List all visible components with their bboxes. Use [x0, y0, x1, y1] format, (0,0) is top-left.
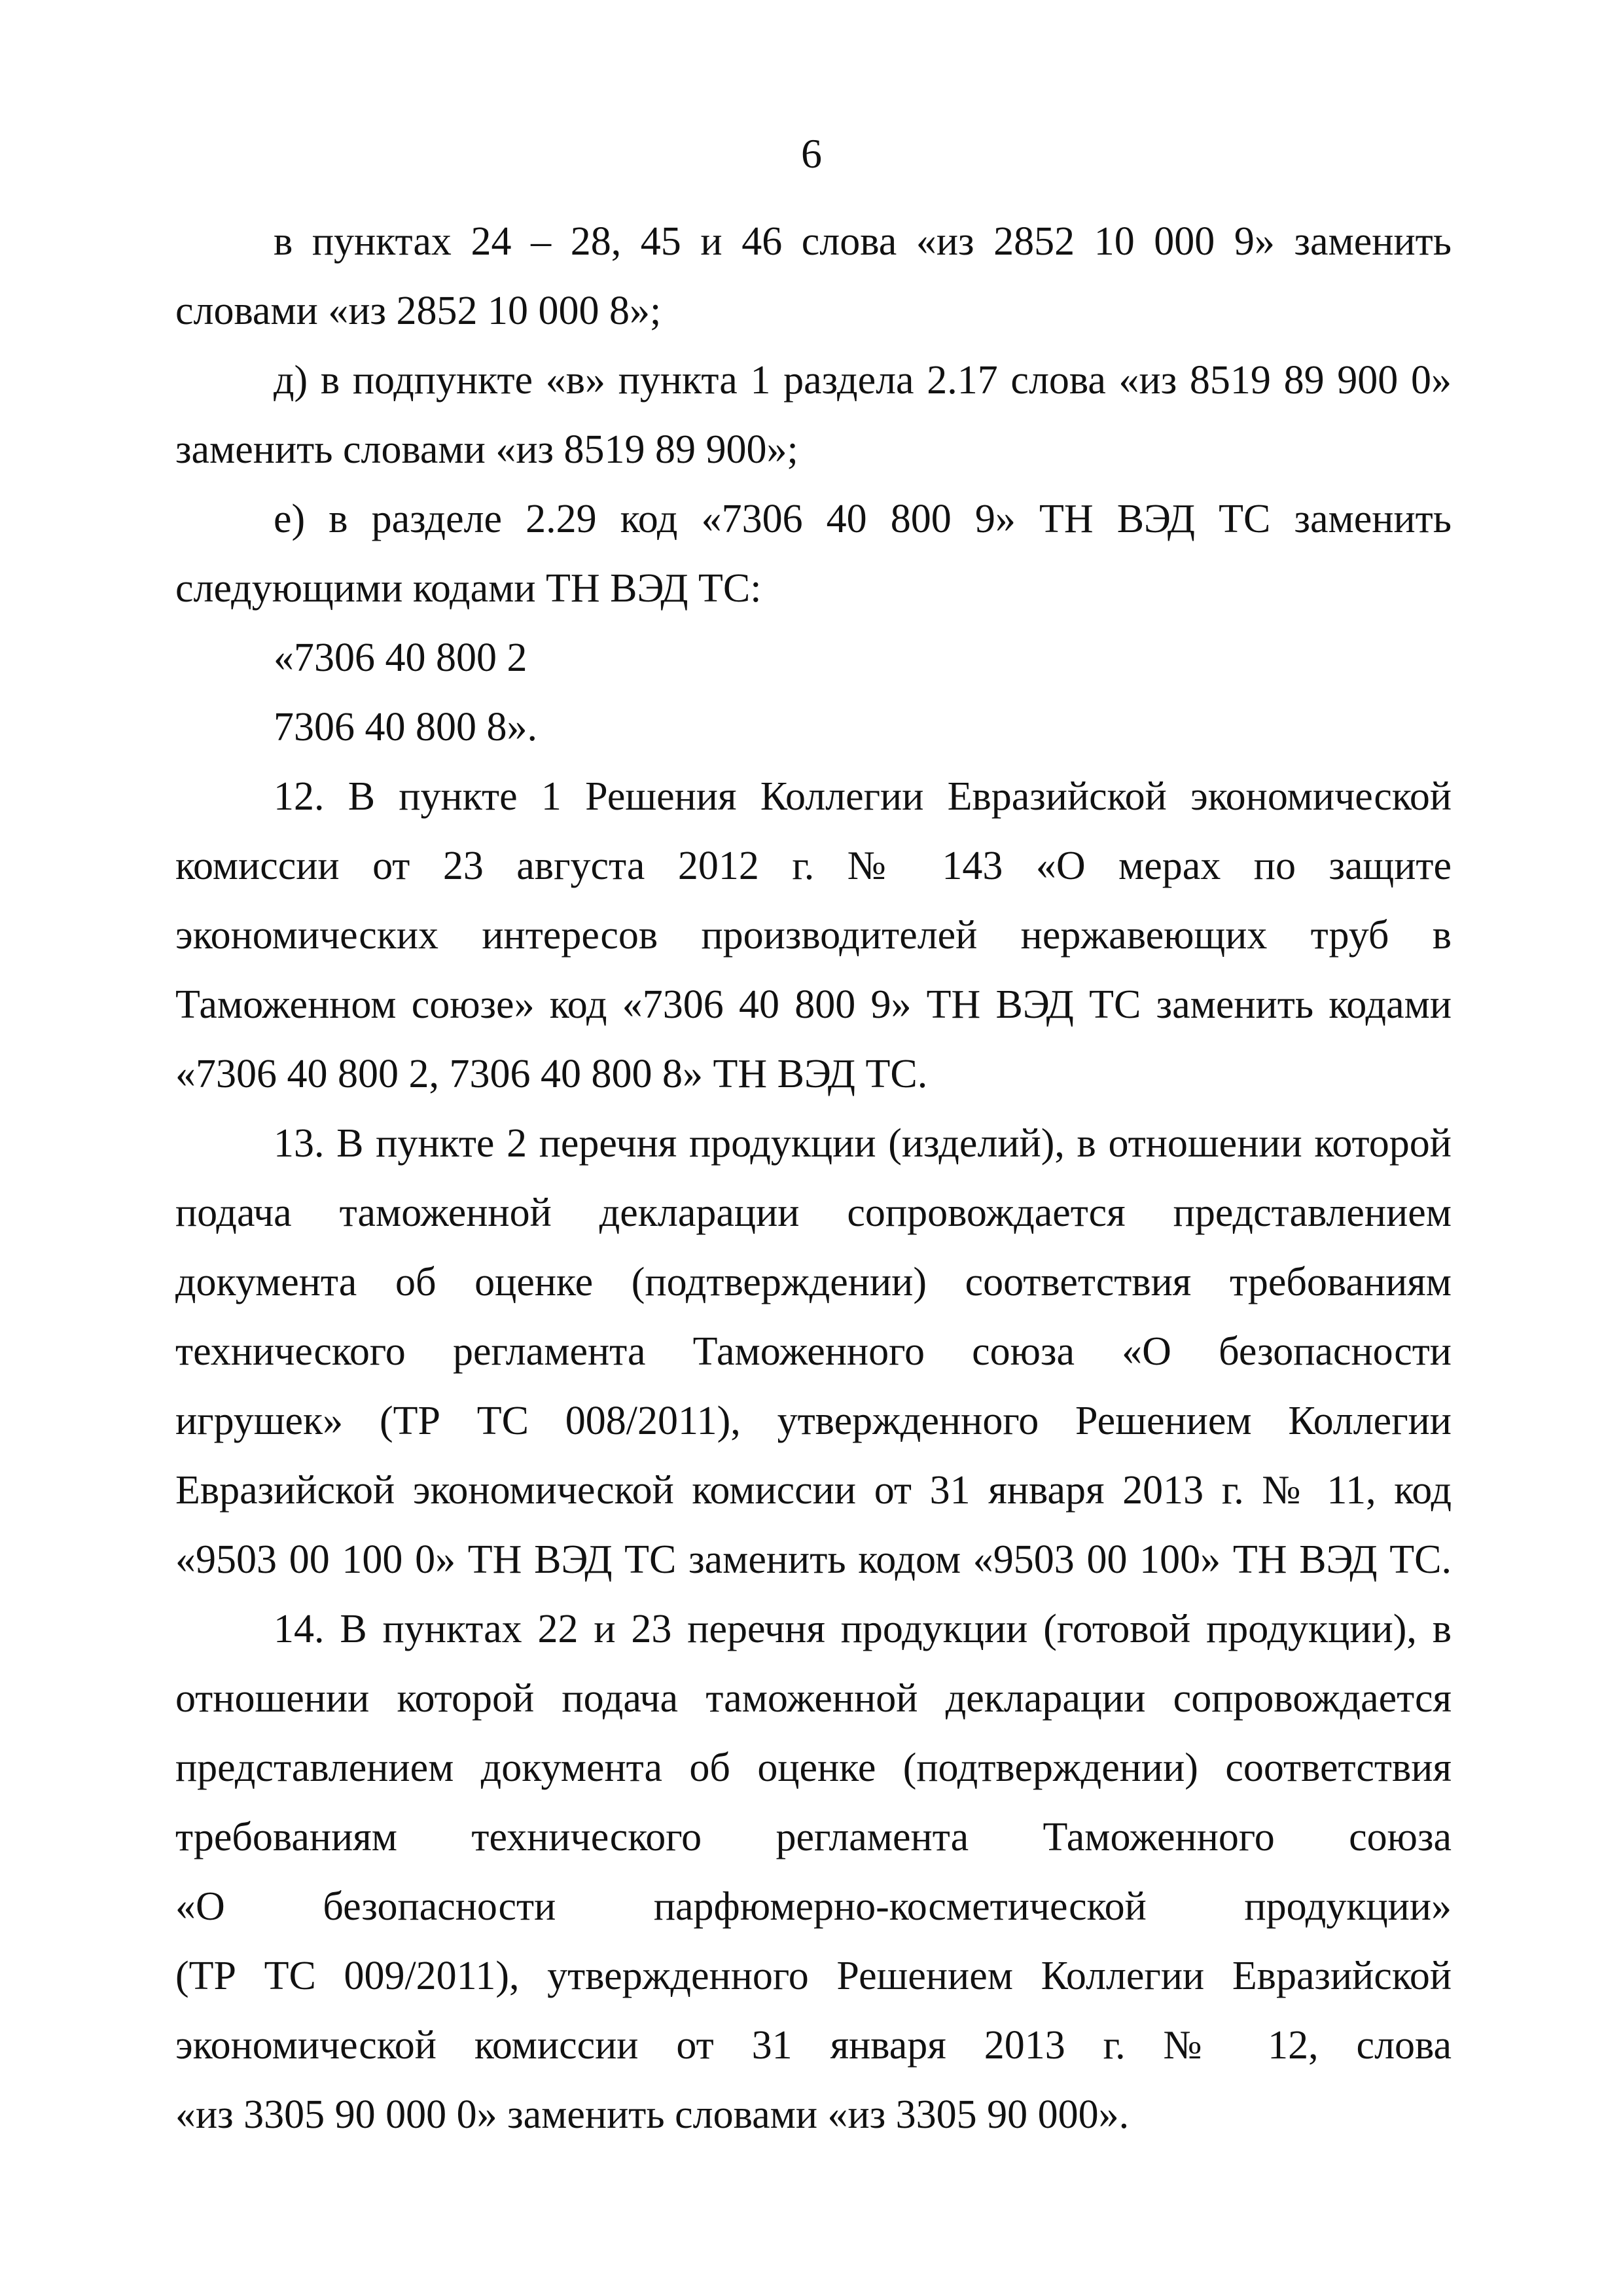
paragraph-items-24-28 [175, 207, 1452, 346]
text-line: «9503 00 100 0» ТН ВЭД ТС заменить кодом «9503 00 100» ТН ВЭД ТС. [175, 1537, 1452, 1582]
text-line: (ТР ТС 009/2011), утвержденного Решением Коллегии Евразийской [175, 1954, 1452, 1998]
text-line: 7306 40 800 8». [274, 705, 537, 749]
paragraph-13 [175, 1109, 1452, 1594]
text-line: е) в разделе 2.29 код «7306 40 800 9» ТН ВЭД ТС заменить [274, 497, 1452, 541]
text-line: 14. В пунктах 22 и 23 перечня продукции (готовой продукции), в [274, 1607, 1452, 1651]
text-line: д) в подпункте «в» пункта 1 раздела 2.17 слова «из 8519 89 900 0» [274, 358, 1452, 403]
text-line: комиссии от 23 августа 2012 г. № 143 «О мерах по защите [175, 844, 1452, 888]
text-line: «из 3305 90 000 0» заменить словами «из 3305 90 000». [175, 2092, 1130, 2137]
text-line: 13. В пункте 2 перечня продукции (изделий), в отношении которой [274, 1121, 1452, 1166]
text-line: подача таможенной декларации сопровождается представлением [175, 1191, 1452, 1235]
text-line: словами «из 2852 10 000 8»; [175, 289, 662, 333]
paragraph-sub-e [175, 484, 1452, 623]
text-line: технического регламента Таможенного союза «О безопасности [175, 1329, 1452, 1374]
text-line: представлением документа об оценке (подтверждении) соответствия [175, 1746, 1452, 1790]
text-line: заменить словами «из 8519 89 900»; [175, 427, 798, 472]
text-line: экономической комиссии от 31 января 2013 г. № 12, слова [175, 2023, 1452, 2068]
text-line: в пунктах 24 – 28, 45 и 46 слова «из 2852 10 000 9» заменить [274, 219, 1452, 264]
text-line: Евразийской экономической комиссии от 31 января 2013 г. № 11, код [175, 1468, 1452, 1513]
paragraph-code-1 [175, 623, 1452, 692]
text-line: следующими кодами ТН ВЭД ТС: [175, 566, 762, 611]
text-line: требованиям технического регламента Таможенного союза [175, 1815, 1452, 1859]
text-line: отношении которой подача таможенной декларации сопровождается [175, 1676, 1452, 1721]
text-line: документа об оценке (подтверждении) соответствия требованиям [175, 1260, 1452, 1304]
paragraph-12 [175, 762, 1452, 1109]
paragraph-sub-d [175, 346, 1452, 484]
text-line: Таможенном союзе» код «7306 40 800 9» ТН ВЭД ТС заменить кодами [175, 982, 1452, 1027]
document-body [175, 207, 1452, 2149]
text-line: 12. В пункте 1 Решения Коллегии Евразийской экономической [274, 774, 1452, 819]
paragraph-14 [175, 1594, 1452, 2149]
text-line: «7306 40 800 2, 7306 40 800 8» ТН ВЭД ТС. [175, 1052, 928, 1096]
text-line: «О безопасности парфюмерно-косметической продукции» [175, 1884, 1452, 1929]
paragraph-code-2 [175, 692, 1452, 762]
text-line: «7306 40 800 2 [274, 636, 527, 680]
page-number: 6 [801, 130, 822, 177]
text-line: экономических интересов производителей нержавеющих труб в [175, 913, 1452, 958]
text-line: игрушек» (ТР ТС 008/2011), утвержденного Решением Коллегии [175, 1399, 1452, 1443]
